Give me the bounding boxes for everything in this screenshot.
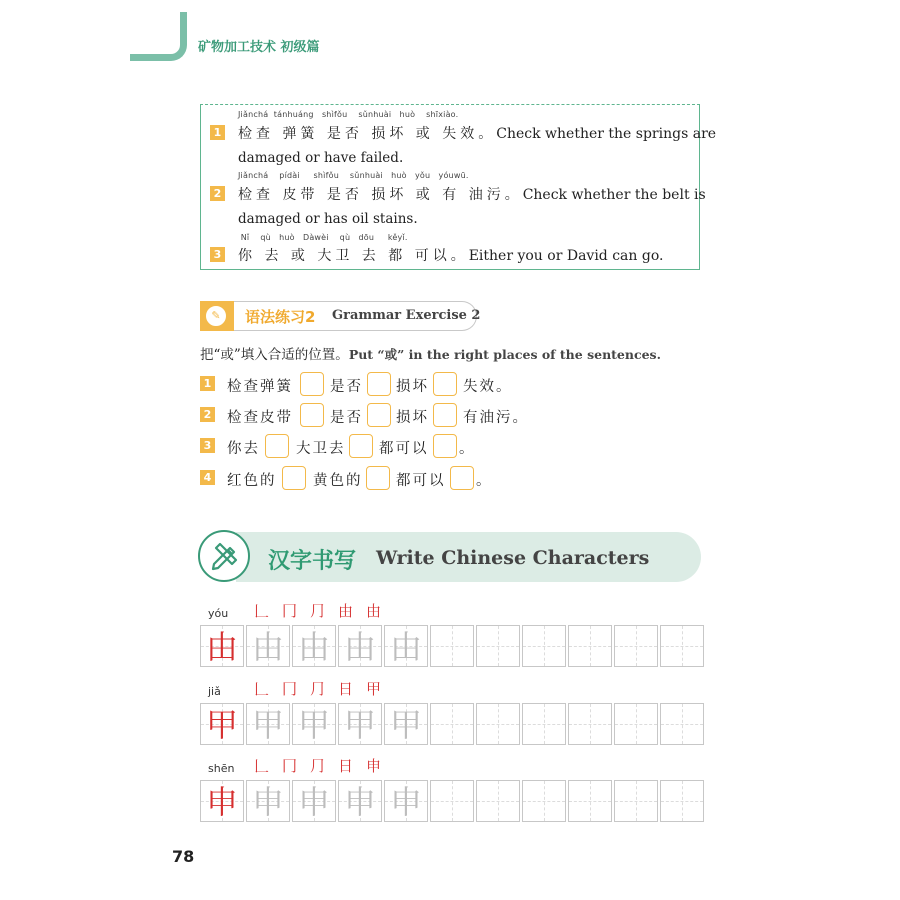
header-bracket-decoration xyxy=(130,12,187,61)
stroke-order-step: ⺆ xyxy=(310,757,326,775)
trace-character-cell xyxy=(338,780,382,822)
practice-cell[interactable] xyxy=(430,625,474,667)
exercise-2-part-3: 损坏 xyxy=(396,410,429,426)
instruction-en: Put “或” in the right places of the sentences. xyxy=(348,347,661,362)
sentence-3 xyxy=(238,245,663,265)
exercise-2-part-2: 是否 xyxy=(330,410,363,426)
exercise-4-part-4: 。 xyxy=(476,473,493,489)
pencil-ruler-icon xyxy=(198,530,250,582)
exercise-1-part-1: 检查弹簧 xyxy=(227,379,293,395)
sentence-1-pinyin: Jiǎnchá tánhuáng shìfǒu sǔnhuài huò shīxiào. xyxy=(238,110,459,119)
character-2-pinyin: jiǎ xyxy=(208,685,221,698)
exercise-3-blank-2[interactable] xyxy=(349,434,373,458)
sentence-3-chinese: 你 去 或 大卫 去 都 可以。 xyxy=(238,248,469,264)
sentence-2-chinese: 检查 皮带 是否 损坏 或 有 油污。 xyxy=(238,187,523,203)
writing-title-zh: 汉字书写 xyxy=(268,549,357,574)
exercise-3-part-3: 都可以 xyxy=(379,441,429,457)
exercise-1-part-2: 是否 xyxy=(330,379,363,395)
exercise-1-blank-2[interactable] xyxy=(367,372,391,396)
exercise-1-blank-1[interactable] xyxy=(300,372,324,396)
practice-cell[interactable] xyxy=(660,780,704,822)
practice-cell[interactable] xyxy=(522,780,566,822)
grammar-title-en: Grammar Exercise 2 xyxy=(332,308,481,323)
stroke-order-step: ⺆ xyxy=(310,602,326,620)
practice-cell[interactable] xyxy=(568,703,612,745)
model-character-cell xyxy=(200,625,244,667)
edit-document-icon: ✎ xyxy=(204,304,228,328)
trace-character: 申 xyxy=(389,783,422,821)
exercise-4-part-2: 黄色的 xyxy=(313,473,363,489)
trace-character: 申 xyxy=(343,783,376,821)
stroke-order-step: 日 xyxy=(338,757,354,775)
exercise-4-part-1: 红色的 xyxy=(227,473,277,489)
trace-character-cell xyxy=(246,625,290,667)
exercise-4-blank-1[interactable] xyxy=(282,466,306,490)
instruction-zh: 把“或”填入合适的位置。 xyxy=(200,347,349,363)
stroke-order-step: 冂 xyxy=(282,602,298,620)
stroke-order-step: 𠃊 xyxy=(254,757,270,775)
stroke-order-step: 由 xyxy=(366,602,382,620)
practice-cell[interactable] xyxy=(660,703,704,745)
exercise-1-part-3: 损坏 xyxy=(396,379,429,395)
exercise-2-part-1: 检查皮带 xyxy=(227,410,293,426)
sentence-1-english-cont: damaged or have failed. xyxy=(238,150,404,166)
page-number: 78 xyxy=(172,847,195,866)
trace-character-cell xyxy=(246,780,290,822)
trace-character: 申 xyxy=(297,783,330,821)
sentence-3-pinyin: Nǐ qù huò Dàwèi qù dōu kěyǐ. xyxy=(238,233,408,242)
trace-character-cell xyxy=(338,625,382,667)
exercise-4-part-3: 都可以 xyxy=(396,473,446,489)
exercise-2-blank-3[interactable] xyxy=(433,403,457,427)
model-character: 甲 xyxy=(205,706,238,744)
practice-cell[interactable] xyxy=(614,780,658,822)
trace-character-cell xyxy=(384,703,428,745)
sentence-1 xyxy=(238,123,716,143)
stroke-order-step: ⺆ xyxy=(310,680,326,698)
practice-cell[interactable] xyxy=(522,625,566,667)
practice-cell[interactable] xyxy=(476,703,520,745)
sentence-2-pinyin: Jiǎnchá pídài shìfǒu sǔnhuài huò yǒu yóuwū. xyxy=(238,171,469,180)
practice-cell[interactable] xyxy=(614,625,658,667)
trace-character-cell xyxy=(338,703,382,745)
practice-cell[interactable] xyxy=(660,625,704,667)
trace-character: 甲 xyxy=(343,706,376,744)
trace-character: 申 xyxy=(251,783,284,821)
trace-character: 由 xyxy=(343,628,376,666)
exercise-2-part-4: 有油污。 xyxy=(463,410,529,426)
stroke-order-step: 冂 xyxy=(282,680,298,698)
exercise-2-blank-2[interactable] xyxy=(367,403,391,427)
exercise-4-number: 4 xyxy=(200,470,215,485)
exercise-1-part-4: 失效。 xyxy=(463,379,513,395)
model-character-cell xyxy=(200,780,244,822)
practice-cell[interactable] xyxy=(568,780,612,822)
sentence-2-english-cont: damaged or has oil stains. xyxy=(238,211,418,227)
stroke-order-step: 冂 xyxy=(282,757,298,775)
stroke-order-step: 𠃊 xyxy=(254,680,270,698)
exercise-2-blank-1[interactable] xyxy=(300,403,324,427)
sentence-1-chinese: 检查 弹簧 是否 损坏 或 失效。 xyxy=(238,126,497,142)
stroke-order-step: 𠃊 xyxy=(254,602,270,620)
exercise-1-blank-3[interactable] xyxy=(433,372,457,396)
model-character: 由 xyxy=(205,628,238,666)
exercise-3-blank-3[interactable] xyxy=(433,434,457,458)
exercise-4-blank-2[interactable] xyxy=(366,466,390,490)
sentence-2 xyxy=(238,184,706,204)
practice-cell[interactable] xyxy=(430,780,474,822)
stroke-order-step: 甲 xyxy=(366,680,382,698)
trace-character: 甲 xyxy=(389,706,422,744)
practice-cell[interactable] xyxy=(522,703,566,745)
sentence-1-english: Check whether the springs are xyxy=(496,126,717,142)
sentence-1-number: 1 xyxy=(210,125,225,140)
exercise-3-number: 3 xyxy=(200,438,215,453)
exercise-1-number: 1 xyxy=(200,376,215,391)
exercise-3-blank-1[interactable] xyxy=(265,434,289,458)
trace-character-cell xyxy=(292,780,336,822)
trace-character-cell xyxy=(384,780,428,822)
exercise-3-part-1: 你去 xyxy=(227,441,260,457)
trace-character: 甲 xyxy=(297,706,330,744)
sentence-3-number: 3 xyxy=(210,247,225,262)
book-title: 矿物加工技术 初级篇 xyxy=(198,40,320,55)
trace-character: 甲 xyxy=(251,706,284,744)
model-character-cell xyxy=(200,703,244,745)
sentence-2-english: Check whether the belt is xyxy=(522,187,706,203)
character-3-pinyin: shēn xyxy=(208,762,235,775)
practice-cell[interactable] xyxy=(430,703,474,745)
trace-character: 由 xyxy=(251,628,284,666)
practice-cell[interactable] xyxy=(476,625,520,667)
exercise-4-blank-3[interactable] xyxy=(450,466,474,490)
practice-cell[interactable] xyxy=(568,625,612,667)
writing-title-en: Write Chinese Characters xyxy=(376,547,650,569)
trace-character-cell xyxy=(246,703,290,745)
trace-character-cell xyxy=(292,625,336,667)
character-1-pinyin: yóu xyxy=(208,607,229,620)
trace-character: 由 xyxy=(297,628,330,666)
grammar-title-zh: 语法练习2 xyxy=(245,308,316,326)
trace-character-cell xyxy=(292,703,336,745)
stroke-order-step: 由 xyxy=(338,602,354,620)
sentence-3-english: Either you or David can go. xyxy=(468,248,664,264)
stroke-order-step: 申 xyxy=(366,757,382,775)
exercise-3-part-2: 大卫去 xyxy=(296,441,346,457)
exercise-2-number: 2 xyxy=(200,407,215,422)
trace-character-cell xyxy=(384,625,428,667)
exercise-3-part-4: 。 xyxy=(459,441,476,457)
model-character: 申 xyxy=(205,783,238,821)
trace-character: 由 xyxy=(389,628,422,666)
sentence-2-number: 2 xyxy=(210,186,225,201)
grammar-instruction xyxy=(200,343,661,363)
practice-cell[interactable] xyxy=(476,780,520,822)
stroke-order-step: 日 xyxy=(338,680,354,698)
practice-cell[interactable] xyxy=(614,703,658,745)
